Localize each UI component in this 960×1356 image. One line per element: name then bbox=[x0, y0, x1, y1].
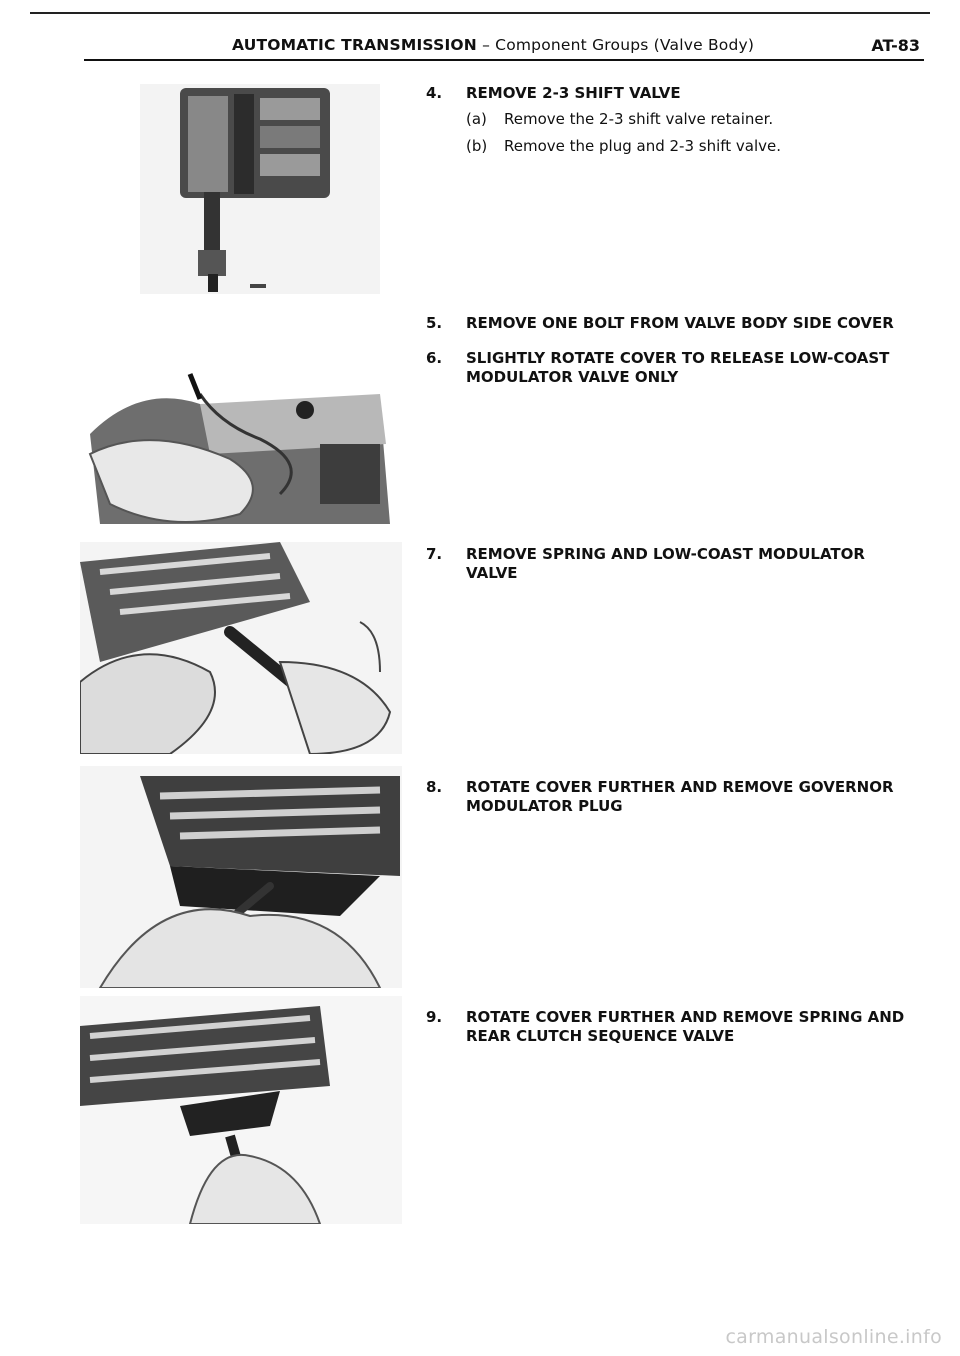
step-number: 5. bbox=[426, 314, 443, 332]
substep-letter: (b) bbox=[466, 137, 488, 155]
photo-rotate-cover bbox=[80, 364, 402, 532]
header-title-rest: – Component Groups (Valve Body) bbox=[476, 36, 755, 54]
step-number: 4. bbox=[426, 84, 443, 102]
photo-governor-modulator-plug bbox=[80, 766, 402, 988]
substep-text: Remove the 2-3 shift valve retainer. bbox=[504, 110, 774, 128]
step-number: 7. bbox=[426, 545, 443, 563]
step-number: 9. bbox=[426, 1008, 443, 1026]
page-header bbox=[84, 36, 922, 58]
photo-rear-clutch-sequence-valve bbox=[80, 996, 402, 1224]
step-5 bbox=[426, 314, 916, 333]
step-8 bbox=[426, 778, 916, 816]
step-title: SLIGHTLY ROTATE COVER TO RELEASE LOW-COAST MODULATOR VALVE ONLY bbox=[466, 349, 890, 386]
photo-2-3-shift-valve bbox=[80, 74, 402, 302]
step-number: 6. bbox=[426, 349, 443, 367]
step-number: 8. bbox=[426, 778, 443, 796]
step-4 bbox=[426, 84, 916, 103]
watermark: carmanualsonline.info bbox=[725, 1326, 942, 1348]
step-title: REMOVE SPRING AND LOW-COAST MODULATOR VALVE bbox=[466, 545, 865, 582]
step-title: REMOVE 2-3 SHIFT VALVE bbox=[466, 84, 681, 102]
photo-low-coast-modulator-valve bbox=[80, 542, 402, 754]
step-7 bbox=[426, 545, 916, 583]
substep-letter: (a) bbox=[466, 110, 487, 128]
substep-a bbox=[466, 110, 773, 128]
top-rule bbox=[30, 12, 930, 14]
step-title: ROTATE COVER FURTHER AND REMOVE SPRING AND REAR CLUTCH SEQUENCE VALVE bbox=[466, 1008, 905, 1045]
step-9 bbox=[426, 1008, 916, 1046]
header-title-bold: AUTOMATIC TRANSMISSION bbox=[232, 36, 477, 54]
step-6 bbox=[426, 349, 916, 387]
header-rule bbox=[84, 59, 924, 61]
step-title: ROTATE COVER FURTHER AND REMOVE GOVERNOR MODULATOR PLUG bbox=[466, 778, 894, 815]
step-title: REMOVE ONE BOLT FROM VALVE BODY SIDE COVER bbox=[466, 314, 894, 332]
substep-text: Remove the plug and 2-3 shift valve. bbox=[504, 137, 782, 155]
page-number: AT-83 bbox=[871, 36, 920, 55]
header-title bbox=[232, 36, 754, 54]
substep-b bbox=[466, 137, 781, 155]
